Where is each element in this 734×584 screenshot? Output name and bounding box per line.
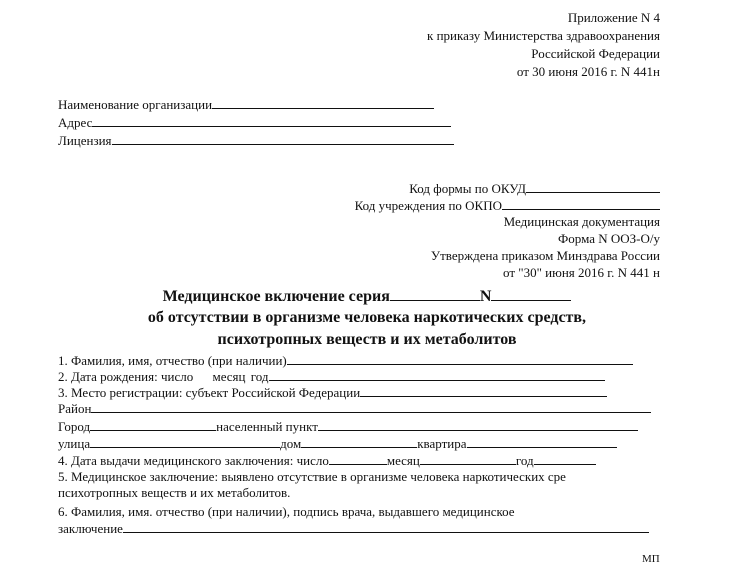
- apartment-blank: [467, 435, 617, 448]
- house-label: дом: [280, 436, 302, 451]
- approved-date: от "30" июня 2016 г. N 441 н: [503, 265, 660, 280]
- field-4-month-label: месяц: [386, 453, 420, 468]
- city-label: Город: [58, 419, 91, 434]
- street-field: [58, 435, 617, 452]
- field-1-label: 1. Фамилия, имя, отчество (при наличии): [58, 353, 287, 368]
- field-5-line-1: 5. Медицинское заключение: выявлено отсутствие в организме человека наркотических сре: [58, 469, 566, 484]
- number-blank: [491, 286, 571, 301]
- doc-title-line-2: об отсутствии в организме человека наркотических средств,: [147, 309, 587, 326]
- field-6-line-2: [58, 520, 649, 537]
- org-name-field: [58, 96, 434, 113]
- city-field: [58, 418, 638, 435]
- street-blank: [90, 435, 280, 448]
- field-6-label: заключение: [58, 521, 123, 536]
- doc-title-line-1: [0, 286, 734, 306]
- stamp-label: МП: [642, 553, 660, 565]
- field-2-year-label: год: [250, 369, 269, 384]
- title-series-label: Медицинское включение серия: [162, 288, 390, 305]
- field-2-month-label: месяц: [212, 369, 246, 384]
- street-label: улица: [58, 436, 91, 451]
- field-3-blank: [360, 384, 607, 397]
- okpo-label: Код учреждения по ОКПО: [354, 198, 502, 213]
- field-2-label: 2. Дата рождения: число: [58, 369, 194, 384]
- okud-label: Код формы по ОКУД: [409, 181, 526, 196]
- district-field: [58, 400, 651, 417]
- okpo-field: [355, 197, 660, 214]
- license-field: [58, 132, 454, 149]
- appendix-line-2: к приказу Министерства здравоохранения: [427, 28, 660, 43]
- series-blank: [390, 286, 480, 301]
- doc-title-line-3: психотропных веществ и их метаболитов: [217, 331, 517, 348]
- field-1-full-name: [58, 352, 633, 369]
- settlement-label: населенный пункт: [216, 419, 318, 434]
- field-4-month-blank: [420, 452, 516, 465]
- license-label: Лицензия: [58, 133, 112, 148]
- title-number-label: N: [479, 288, 492, 305]
- appendix-line-4: от 30 июня 2016 г. N 441н: [516, 64, 660, 79]
- appendix-line-3: Российской Федерации: [531, 46, 660, 61]
- field-2-blank: [269, 368, 605, 381]
- okud-field: [409, 180, 660, 197]
- field-4-day-blank: [329, 452, 387, 465]
- doc-type: Медицинская документация: [503, 214, 660, 229]
- district-blank: [91, 400, 651, 413]
- org-name-label: Наименование организации: [58, 97, 213, 112]
- field-6-line-1: 6. Фамилия, имя. отчество (при наличии), подпись врача, выдавшего медицинское: [58, 504, 515, 519]
- field-1-blank: [287, 352, 633, 365]
- field-3-label: 3. Место регистрации: субъект Российской Федерации: [58, 385, 361, 400]
- field-4-year-label: год: [515, 453, 534, 468]
- settlement-blank: [318, 418, 638, 431]
- appendix-line-1: Приложение N 4: [567, 10, 660, 25]
- apartment-label: квартира: [417, 436, 467, 451]
- org-name-blank: [212, 96, 434, 109]
- address-blank: [92, 114, 451, 127]
- field-3-registration: [58, 384, 607, 401]
- approved-by: Утверждена приказом Минздрава России: [430, 248, 660, 263]
- okpo-blank: [502, 197, 660, 210]
- form-number: Форма N ООЗ-О/у: [558, 231, 660, 246]
- house-blank: [301, 435, 417, 448]
- city-blank: [90, 418, 216, 431]
- district-label: Район: [58, 401, 92, 416]
- field-4-label: 4. Дата выдачи медицинского заключения: число: [58, 453, 329, 468]
- field-4-year-blank: [534, 452, 596, 465]
- field-6-blank: [123, 520, 649, 533]
- address-field: [58, 114, 451, 131]
- field-2-birth-date: [58, 368, 605, 385]
- license-blank: [112, 132, 454, 145]
- okud-blank: [526, 180, 660, 193]
- field-4-issue-date: [58, 452, 596, 469]
- field-5-line-2: психотропных веществ и их метаболитов.: [58, 485, 291, 500]
- address-label: Адрес: [58, 115, 93, 130]
